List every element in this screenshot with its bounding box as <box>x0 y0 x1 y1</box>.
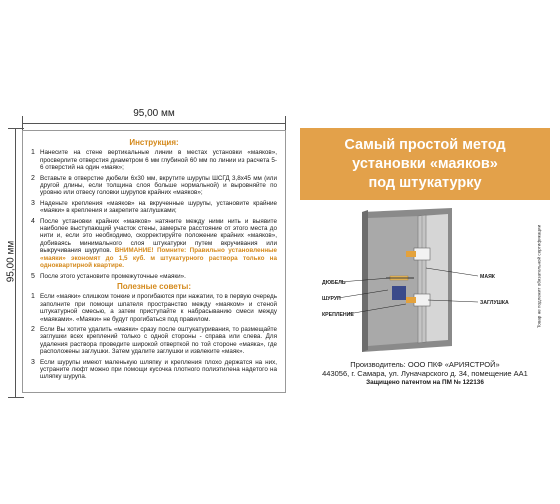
height-label: 95,00 мм <box>5 240 17 283</box>
instructions-title: Инструкция: <box>129 138 179 147</box>
item-number: 3 <box>31 358 35 366</box>
mount-body <box>414 294 430 306</box>
tip-item <box>31 293 277 323</box>
instruction-item <box>31 273 277 280</box>
item-text-wrap <box>40 218 277 270</box>
certification-text: Товар не подлежит обязательной сертификации <box>536 224 542 329</box>
instruction-item <box>31 149 277 171</box>
instruction-item <box>31 218 277 270</box>
label-cap: ЗАГЛУШКА <box>480 300 509 306</box>
plaster-layer <box>368 216 420 346</box>
mount-cap <box>406 251 416 257</box>
instruction-list <box>31 149 277 280</box>
dimension-tick <box>8 397 24 398</box>
item-number: 5 <box>31 272 35 280</box>
tips-title: Полезные советы: <box>116 281 192 291</box>
producer-name: Производитель: ООО ПКФ «АРИЯСТРОЙ» <box>350 360 500 369</box>
dimension-line <box>22 123 286 124</box>
label-mount: КРЕПЛЕНИЕ <box>322 312 354 318</box>
tip-item <box>31 359 277 381</box>
item-text: Если шурупы имеют маленькую шляпку и крепления плохо держатся на них, устраните люфт можно при помощи кусочка плотного полиэтилена надетого на шляпку шурупа. <box>40 358 277 381</box>
instruction-panel <box>22 130 286 393</box>
item-number: 2 <box>31 325 35 333</box>
item-number: 4 <box>31 217 35 225</box>
mount-body <box>414 248 430 260</box>
warning-text: ВНИМАНИЕ! Помните: Правильно установленные «маяки» экономят до 1,5 куб. м штукатурного раствора только на одноквартирной квартире. <box>40 247 278 270</box>
headline-banner <box>300 128 550 200</box>
item-text: Если «маяки» слишком тонкие и прогибаются при нажатии, то в первую очередь заполните при помощи шпателя пространство между «маяком» и стеной штукатурной смесью, а затем приступайте к набрасыванию смеси между «маяками». «Маяки» не будут прогибаться под правилом. <box>40 293 277 323</box>
mount-blue <box>392 286 406 300</box>
producer-info <box>300 360 550 387</box>
product-panel <box>300 128 550 400</box>
headline-line: под штукатурку <box>368 175 482 191</box>
headline-line: установки «маяков» <box>352 156 498 172</box>
item-text: Если Вы хотите удалить «маяки» сразу после оштукатуривания, то размещайте заглушки всех креплений только с одной стороны - справа или слева. Для удаления раствора проведите широкой отверткой по той стороне «маяка», где расположены заглушки. Затем удалите заглушки и извлеките «маяк». <box>40 325 277 356</box>
patent-info: Защищено патентом на ПМ № 122136 <box>366 379 484 386</box>
headline-line: Самый простой метод <box>344 137 506 153</box>
instruction-item <box>31 175 277 197</box>
instruction-item <box>31 200 277 215</box>
width-dimension <box>22 110 286 124</box>
item-text: После этого установите промежуточные «маяки». <box>40 272 186 280</box>
certification-note <box>532 212 546 352</box>
item-text: Нанесите на стене вертикальные линии в местах установки «маяков», просверлите отверстия диаметром 6 мм глубиной 60 мм по линии из расчета 5-6 отверстий на один «маяк»; <box>40 149 277 172</box>
label-beacon: МАЯК <box>480 274 495 280</box>
producer-address: 443056, г. Самара, ул. Луначарского д. 34, помещение АА1 <box>322 369 528 378</box>
mount-cap <box>406 297 416 303</box>
item-text: После установки крайних «маяков» натяните между ними нить и выявите наиболее выступающий участок стены, замерьте расстояние от этого места до нити и, если это необходимо, скорректируйте положение крайних «маяков», добиваясь минимального слоя штукатурки путем вкручивания или выкручивания шурупов. <box>40 217 277 255</box>
tip-item <box>31 326 277 356</box>
width-label: 95,00 мм <box>133 108 175 119</box>
item-number: 1 <box>31 149 35 157</box>
item-number: 2 <box>31 174 35 182</box>
item-number: 1 <box>31 293 35 301</box>
height-dimension <box>4 128 18 398</box>
label-dowel: ДЮБЕЛЬ <box>322 280 346 286</box>
tips-list <box>31 293 277 380</box>
wall-edge <box>362 210 368 352</box>
item-text: Вставьте в отверстие дюбели 6х30 мм, вкрутите шурупы ШСГД 3,8х45 мм (или другой длины, если толщина слоя больше нормальной) и выровняйте по уровню или отвесу головки шурупов крайних «маяков»; <box>40 174 277 197</box>
item-number: 3 <box>31 199 35 207</box>
installation-illustration <box>302 206 534 354</box>
label-screw: ШУРУП <box>322 296 341 302</box>
item-text: Наденьте крепления «маяков» на вкрученные шурупы, установите крайние «маяки» в крепления и закрепите заглушками; <box>40 199 277 215</box>
